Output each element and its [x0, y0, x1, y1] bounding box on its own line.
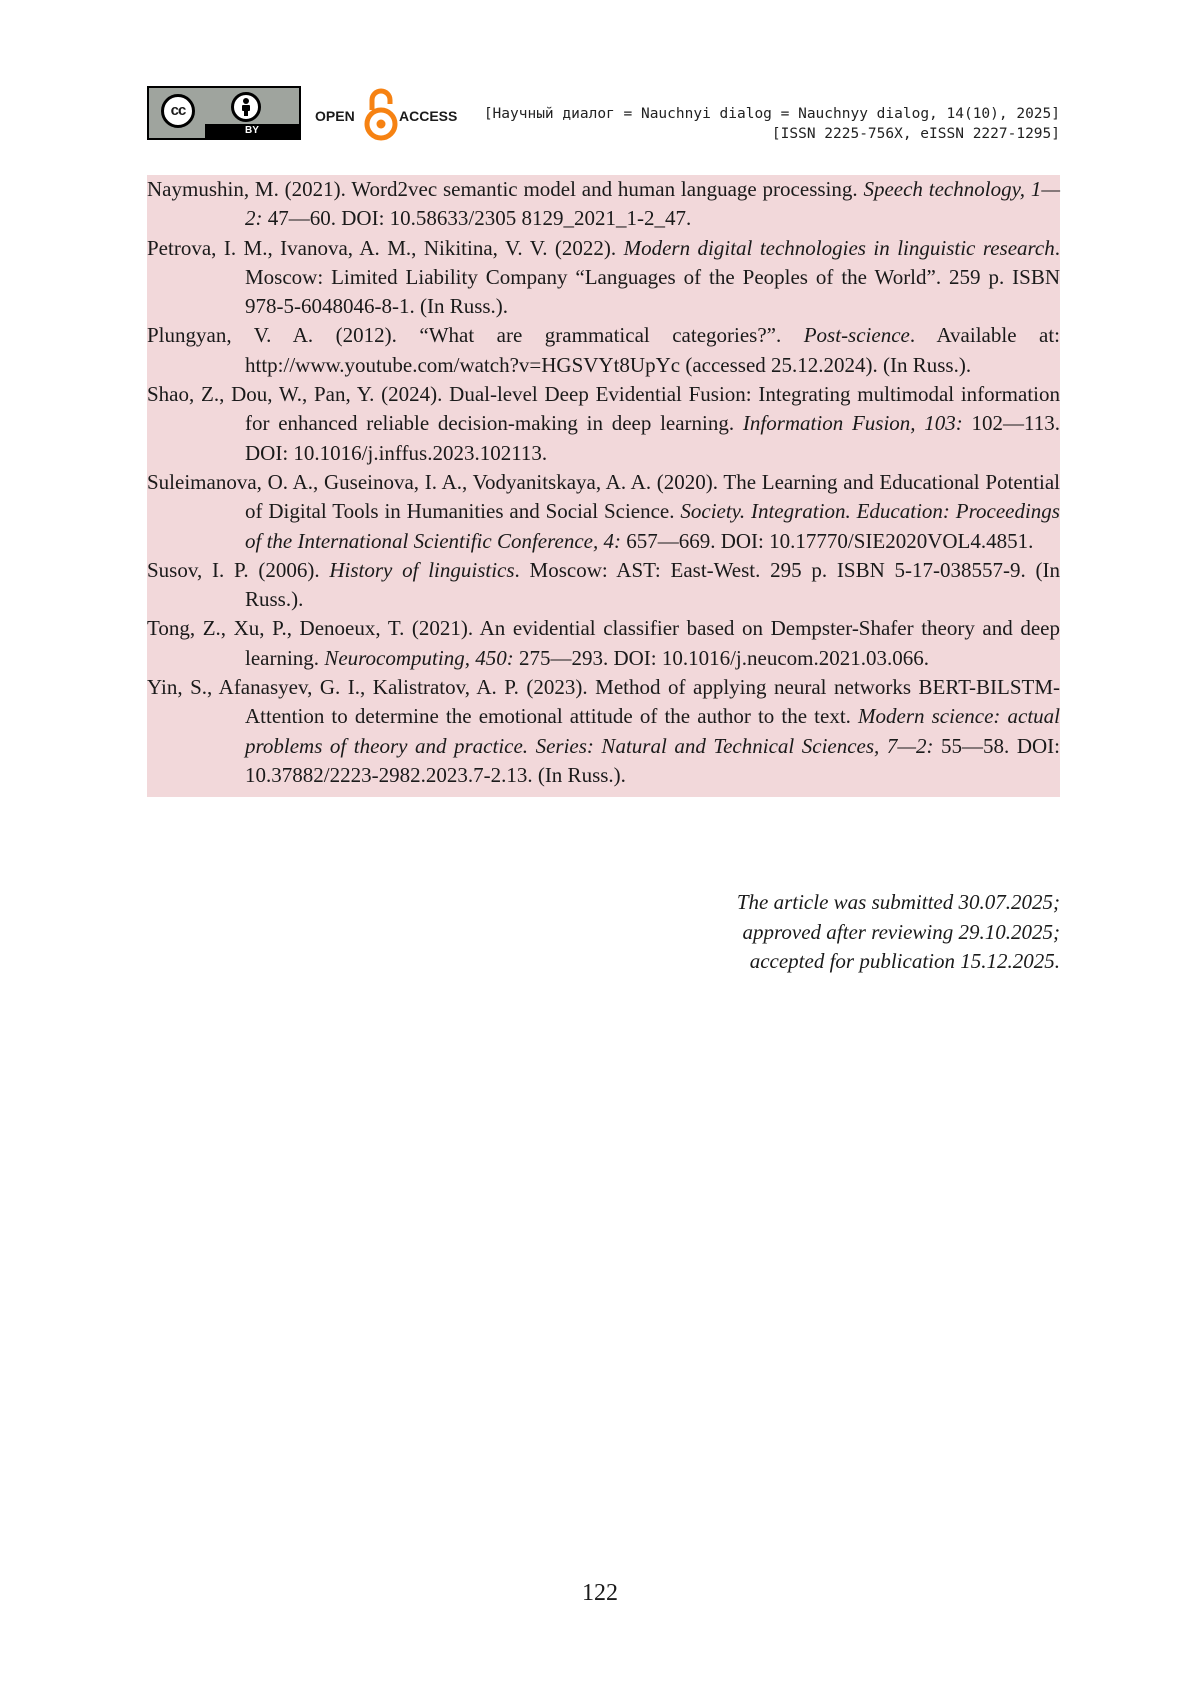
open-access-logo[interactable]	[315, 86, 460, 140]
submitted-date: The article was submitted 30.07.2025;	[736, 890, 1060, 914]
reference-item: Tong, Z., Xu, P., Denoeux, T. (2021). An evidential classifier based on Dempster-Shafer theory and deep learning. Neurocomputing, 450: 275—293. DOI: 10.1016/j.neucom.2021.03.066.	[147, 616, 1060, 670]
approved-date: approved after reviewing 29.10.2025;	[742, 919, 1060, 944]
accepted-date: accepted for publication 15.12.2025.	[749, 949, 1060, 973]
by-label: BY	[205, 124, 299, 138]
reference-item: Naymushin, M. (2021). Word2vec semantic model and human language processing. Speech technology, 1—2: 47—60. DOI: 10.58633/2305 8129_2021_1-2_47.	[147, 177, 1060, 231]
reference-item: Suleimanova, O. A., Guseinova, I. A., Vodyanitskaya, A. A. (2020). The Learning and Educational Potential of Digital Tools in Humanities and Social Science. Society. Integration. Education: Proceedings of the International Scientific Conference, 4: 657—669. DOI: 10.17770/SIE2020VOL4.4851.	[147, 469, 1060, 553]
creative-commons-icon: cc	[161, 94, 195, 128]
page-header	[147, 86, 1060, 144]
attribution-person-icon	[231, 92, 261, 122]
reference-item: Petrova, I. M., Ivanova, A. M., Nikitina, V. V. (2022). Modern digital technologies in linguistic research. Moscow: Limited Liability Company “Languages of the Peoples of the World”. 259 p. ISBN 978-5-6048046-8-1. (In Russ.).	[147, 235, 1060, 319]
reference-item: Shao, Z., Dou, W., Pan, Y. (2024). Dual-level Deep Evidential Fusion: Integrating multimodal information for enhanced reliable decision-making in deep learning. Information Fusion, 103: 102—113. DOI: 10.1016/j.inffus.2023.102113.	[147, 382, 1060, 465]
journal-citation: [Научный диалог = Nauchnyi dialog = Nauchnyy dialog, 14(10), 2025]	[483, 106, 1060, 122]
reference-item: Plungyan, V. A. (2012). “What are grammatical categories?”. Post-science. Available at: http://www.youtube.com/watch?v=HGSVYt8UpYc (accessed 25.12.2024). (In Russ.).	[147, 323, 1060, 377]
reference-item: Yin, S., Afanasyev, G. I., Kalistratov, A. P. (2023). Method of applying neural networks BERT-BILSTM-Attention to determine the emotional attitude of the author to the text. Modern science: actual problems of theory and practice. Series: Natural and Technical Sciences, 7—2: 55—58. DOI: 10.37882/2223-2982.2023.7-2.13. (In Russ.).	[147, 675, 1061, 787]
reference-list	[147, 175, 1060, 797]
open-access-open-label: OPEN	[315, 108, 355, 124]
article-dates	[737, 888, 1060, 977]
journal-info	[484, 104, 1060, 144]
journal-issn: [ISSN 2225-756X, eISSN 2227-1295]	[771, 126, 1060, 142]
open-access-access-label: ACCESS	[399, 108, 458, 124]
reference-item: Susov, I. P. (2006). History of linguistics. Moscow: AST: East-West. 295 p. ISBN 5-17-038557-9. (In Russ.).	[147, 557, 1060, 612]
cc-by-license-badge[interactable]	[147, 86, 301, 140]
open-access-lock-icon	[363, 86, 399, 142]
page-number: 122	[582, 1580, 618, 1606]
